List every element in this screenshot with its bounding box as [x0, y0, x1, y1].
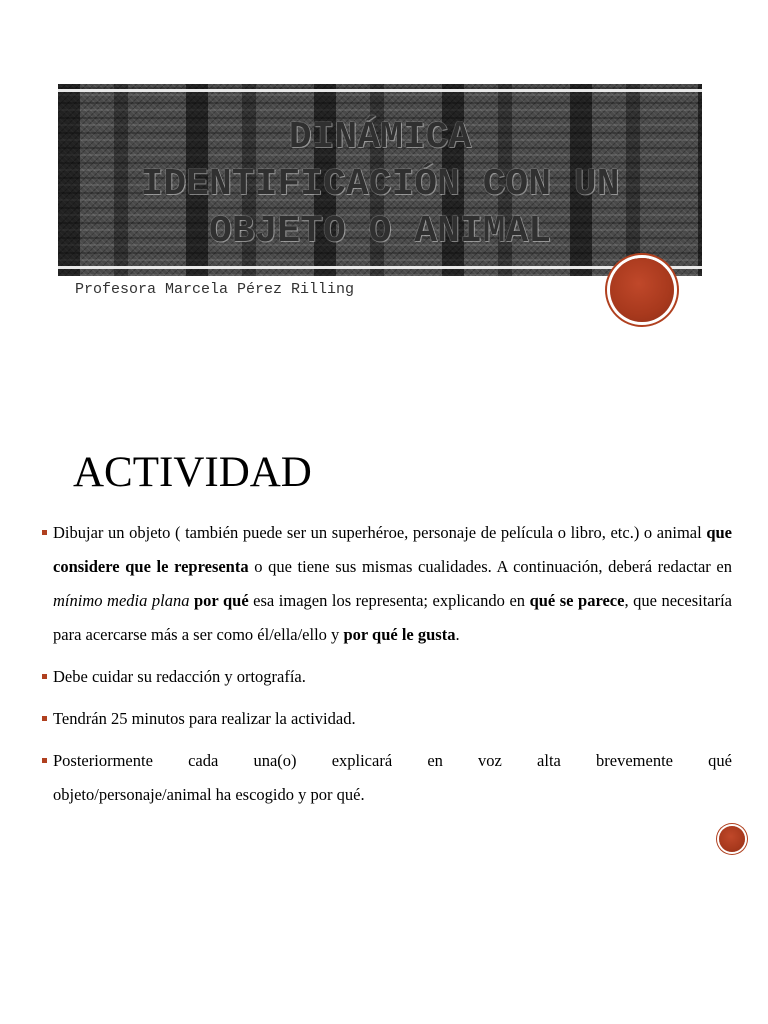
- bullet-marker-icon: [42, 674, 47, 679]
- bullet-word: una(o): [253, 751, 297, 770]
- list-item: [40, 702, 732, 736]
- title-line: IDENTIFICACIÓN CON UN: [140, 163, 620, 206]
- bullet-word: qué: [708, 751, 732, 770]
- bullet-bold-text: por qué le gusta: [343, 625, 456, 644]
- bullet-bold-text: por qué: [194, 591, 249, 610]
- banner-bottom-rule: [58, 266, 702, 269]
- bullet-text: esa imagen los representa; explicando en: [248, 591, 530, 610]
- slide-subtitle: Profesora Marcela Pérez Rilling: [75, 281, 355, 298]
- list-item: [40, 744, 732, 812]
- decorative-circle: [610, 258, 674, 322]
- bullet-marker-icon: [42, 530, 47, 535]
- bullet-word: brevemente: [596, 751, 673, 770]
- title-line: OBJETO O ANIMAL: [208, 210, 552, 253]
- bullet-text: o que tiene sus mismas cualidades. A continuación, deberá redactar en: [248, 557, 732, 576]
- bullet-marker-icon: [42, 716, 47, 721]
- bullet-word: en: [427, 751, 443, 770]
- bullet-word: cada: [188, 751, 219, 770]
- bullet-text: Tendrán 25 minutos para realizar la actividad.: [53, 709, 356, 728]
- slide-title: [58, 114, 702, 255]
- list-item: [40, 660, 732, 694]
- bullet-word: Posteriormente: [53, 751, 153, 770]
- bullet-text: Dibujar un objeto ( también puede ser un superhéroe, personaje de película o libro, etc.) o animal: [53, 523, 707, 542]
- bullet-text: .: [455, 625, 460, 644]
- bullet-word: alta: [537, 751, 561, 770]
- activity-bullet-list: [40, 516, 732, 812]
- bullet-bold-text: que considere que le representa: [53, 523, 732, 576]
- title-banner: [58, 84, 702, 276]
- decorative-circle: [719, 826, 745, 852]
- banner-top-rule: [58, 89, 702, 92]
- activity-heading: ACTIVIDAD: [73, 449, 312, 496]
- bullet-text: Debe cuidar su redacción y ortografía.: [53, 667, 306, 686]
- bullet-word: explicará: [331, 751, 393, 770]
- bullet-text: , que necesitaría para acercarse más a ser como él/ella/ello y: [53, 591, 733, 644]
- bullet-italic-text: mínimo media plana: [53, 591, 190, 610]
- bullet-bold-text: qué se parece: [529, 591, 625, 610]
- list-item: [40, 516, 732, 652]
- bullet-marker-icon: [42, 758, 47, 763]
- title-line: DINÁMICA: [288, 116, 472, 159]
- bullet-first-line: [53, 744, 732, 778]
- bullet-second-line: objeto/personaje/animal ha escogido y por qué.: [53, 785, 365, 804]
- bullet-word: voz: [478, 751, 502, 770]
